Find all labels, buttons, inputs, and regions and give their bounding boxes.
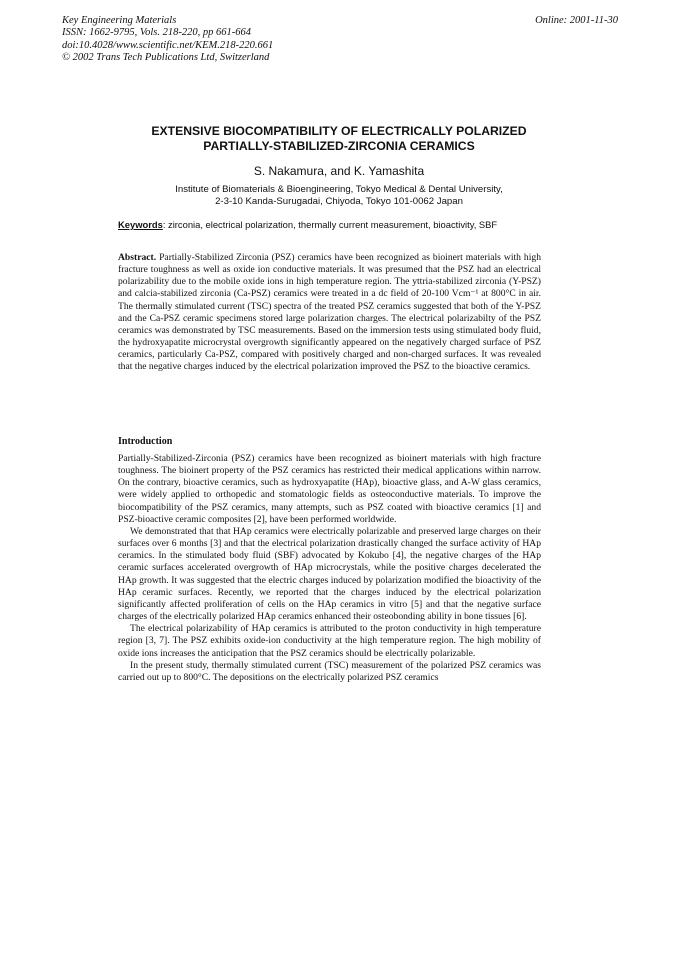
affiliation-line: Institute of Biomaterials & Bioengineering, Tokyo Medical & Dental University, [175, 184, 503, 195]
paper-title [90, 124, 588, 154]
keywords-label: Keywords [118, 219, 163, 230]
title-line: EXTENSIVE BIOCOMPATIBILITY OF ELECTRICALLY POLARIZED [151, 124, 527, 138]
journal-name: Key Engineering Materials [62, 15, 177, 26]
section-heading: Introduction [118, 436, 173, 447]
keywords-text: : zirconia, electrical polarization, thermally current measurement, bioactivity, SBF [162, 219, 498, 230]
abstract-text: Partially-Stabilized Zirconia (PSZ) ceramics have been recognized as bioinert materials with high fracture toughness as well as oxide ion conductive materials. It was presumed that the PSZ had an electrical polarizability due to the mobile oxide ions in high temperature region. The yttria-stabilized zirconia (Y-PSZ) and calcia-stabilized zirconia (Ca-PSZ) ceramics were treated in a dc field of 20-100 Vcm⁻¹ at 800°C in air. The thermally stimulated current (TSC) spectra of the treated PSZ ceramics suggested that both of the Y-PSZ and the Ca-PSZ ceramic specimens stored large polarization charges. The electrical polarizabilty of the PSZ ceramics was demonstrated by TSC measurements. Based on the immersion tests using stimulated body fluid, the hydroxyapatite microcrystal overgrowth significantly appeared on the negatively charged surface of PSZ ceramics, particularly Ca-PSZ, compared with positively charged and non-charged surfaces. It was revealed that the negative charges induced by the electrical polarization improved the PSZ to the bioactive ceramics. [118, 252, 541, 373]
authors: S. Nakamura, and K. Yamashita [253, 164, 425, 178]
doi-link[interactable]: doi:10.4028/www.scientific.net/KEM.218-220.661 [62, 39, 274, 51]
paragraph: We demonstrated that that HAp ceramics were electrically polarizable and preserved large charges on their surfaces over 6 months [3] and that the electrical polarization drastically changed the surface activity of HAp ceramics. In the stimulated body fluid (SBF) advocated by Kokubo [4], the negative charges of the HAp ceramic surfaces accelerated overgrowth of HAp microcrystals, while the positive charges decelerated the HAp growth. It was suggested that the electric charges induced by polarization modified the bioactivity of the HAp ceramic surfaces. Recently, we reported that the charges induced by the electrical polarization significantly affected proliferation of cells on the HAp ceramics in vitro [5] and that the negative surface charges of the electrically polarized HAp ceramics enhanced their osteobonding ability in bone tissues [6]. [118, 525, 541, 623]
paragraph: The electrical polarizability of HAp ceramics is attributed to the proton conductivity in high temperature region [3, 7]. The PSZ exhibits oxide-ion conductivity at the high temperature region. The high mobility of oxide ions increases the anticipation that the PSZ ceramics should be electrically polarizable. [118, 623, 541, 659]
title-line: PARTIALLY-STABILIZED-ZIRCONIA CERAMICS [203, 139, 475, 153]
paragraph: Partially-Stabilized-Zirconia (PSZ) ceramics have been recognized as bioinert materials with high fracture toughness. The bioinert property of the PSZ ceramics has restricted their medical applications within narrow. On the contrary, bioactive ceramics, such as hydroxyapatite (HAp), bioactive glass, and A-W glass ceramics, were widely applied to orthopedic and stomatologic fields as osteoconductive materials. To improve the biocompatibility of the PSZ ceramics, many attempts, such as PSZ coated with bioactive ceramics [1] and PSZ-bioactive ceramic composites [2], have been performed worldwide. [118, 453, 541, 525]
abstract-label: Abstract. [118, 252, 157, 263]
affiliation-line: 2-3-10 Kanda-Surugadai, Chiyoda, Tokyo 101-0062 Japan [215, 195, 463, 207]
copyright-line: © 2002 Trans Tech Publications Ltd, Switzerland [62, 52, 270, 64]
issn-line: ISSN: 1662-9795, Vols. 218-220, pp 661-664 [62, 27, 251, 39]
online-date: Online: 2001-11-30 [535, 15, 618, 26]
abstract [118, 252, 541, 374]
affiliation [90, 184, 588, 207]
keywords [118, 219, 568, 230]
journal-header [62, 15, 618, 65]
paragraph: In the present study, thermally stimulated current (TSC) measurement of the polarized PSZ ceramics was carried out up to 800°C. The depositions on the electrically polarized PSZ ceramics [118, 659, 541, 683]
introduction-body [118, 453, 541, 684]
